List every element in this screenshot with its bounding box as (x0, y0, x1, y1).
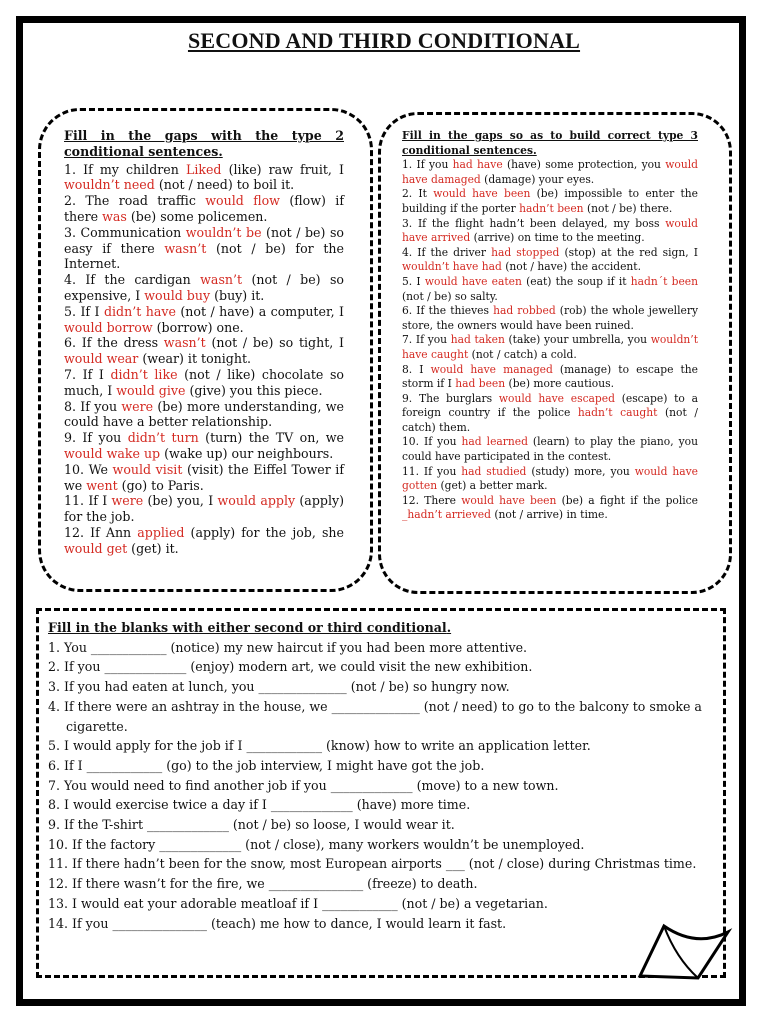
exercise-item (64, 225, 344, 272)
question-text: 4. If the cardigan (64, 272, 201, 288)
question-text: 8. I (402, 362, 431, 376)
question-text: (rob) the whole jewellery store, the owners would have been ruined. (402, 304, 698, 332)
exercise-item (402, 363, 698, 392)
answer-text: would have managed (430, 362, 553, 376)
question-text: (arrive) on time to the meeting. (470, 231, 645, 245)
question-text: 11. If you (402, 464, 462, 478)
question-text: (damage) your eyes. (480, 172, 595, 186)
answer-text: were (121, 398, 154, 414)
exercise-item: 8. I would exercise twice a day if I _____________ (have) more time. (48, 797, 471, 813)
answer-text: would have damaged (402, 158, 698, 186)
exercise-item: 14. If you _______________ (teach) me how to dance, I would learn it fast. (48, 915, 507, 931)
question-text: 12. If Ann (64, 524, 138, 540)
answer-text: hadn´t been (630, 274, 699, 288)
exercise-item (64, 525, 344, 557)
answer-text: Liked (185, 161, 222, 177)
answer-text: went (86, 477, 118, 493)
question-text: (not / be) there. (583, 201, 673, 215)
answer-text: wasn’t (163, 335, 206, 351)
exercise-item (402, 494, 698, 523)
question-text: (take) your umbrella, you (504, 333, 651, 347)
exercise-item (402, 275, 698, 304)
answer-text: would have gotten (402, 464, 698, 493)
answer-text: would wear (64, 351, 139, 367)
question-text: 5. If I (64, 303, 104, 319)
question-text: (have) some protection, you (502, 158, 666, 172)
question-text: (not / be) so easy if there (64, 224, 344, 256)
question-text: (not / catch) a cold. (468, 347, 577, 361)
question-text: 4. If the driver (402, 245, 492, 259)
question-text: (visit) the Eiffel Tower if we (64, 461, 344, 493)
question-text: 3. Communication (64, 224, 186, 240)
question-text: 8. If you (64, 398, 122, 414)
question-text: 6. If the thieves (402, 304, 494, 318)
answer-text: would have eaten (424, 274, 522, 288)
exercise-item (64, 430, 344, 462)
answer-text: hadn’t caught (577, 406, 658, 420)
answer-text: were (111, 493, 144, 509)
page-curl-icon (636, 918, 736, 988)
type2-exercise: Fill in the gaps with the type 2 conditional sentences. 1. If my children Liked (like) raw fruit, I wouldn’t need (not / need) to boil it. 2. The road traffic would flow (flow) if there was (be) some policemen. 3. Communication wouldn’t be (not / be) so easy if there wasn’t (not / be) for the Internet. 4. If the cardigan wasn’t (not / be) so expensive, I would buy (buy) it. 5. If I didn’t have (not / have) a computer, I would borrow (borrow) one. 6. If the dress wasn’t (not / be) so tight, I would wear (wear) it tonight. 7. If I didn’t like (not / like) chocolate so much, I would give (give) you this piece. 8. If you were (be) more understanding, we could have a better relationship. 9. If you didn’t turn (turn) the TV on, we would wake up (wake up) our neighbours. 10. We would visit (visit) the Eiffel Tower if we went (go) to Paris. 11. If I were (be) you, I would apply (apply) for the job. 12. If Ann applied (apply) for the job, she would get (get) it. (64, 128, 345, 556)
answer-text: would have arrived (402, 216, 698, 245)
answer-text: had stopped (491, 245, 560, 259)
answer-text: had been (455, 377, 506, 391)
question-text: (apply) for the job, she (184, 524, 344, 540)
question-text: (eat) the soup if it (521, 274, 631, 288)
question-text: (get) it. (127, 540, 179, 556)
type3-heading: Fill in the gaps so as to build correct type 3 conditional sentences (402, 129, 698, 157)
question-text: 7. If you (402, 333, 451, 347)
answer-text: applied (137, 524, 185, 540)
question-text: (flow) if there (64, 193, 344, 224)
exercise-item (402, 333, 698, 362)
exercise-item (64, 304, 344, 336)
answer-text: would apply (217, 493, 296, 509)
question-text: 10. If you (402, 435, 462, 449)
exercise-item (402, 304, 698, 333)
question-text: (be) some policemen. (126, 208, 268, 224)
question-text: (wear) it tonight. (138, 351, 252, 367)
question-text: (not / be) so expensive, I (64, 272, 344, 303)
mixed-heading: Fill in the blanks with either second or third conditional (48, 620, 447, 635)
exercise-item: 1. You ____________ (notice) my new haircut if you had been more attentive. (48, 639, 528, 655)
question-text: 2. The road traffic (64, 193, 206, 209)
exercise-item (402, 217, 698, 246)
question-text: (give) you this piece. (185, 382, 323, 398)
exercise-item (64, 367, 344, 399)
answer-text: would have been (461, 493, 557, 507)
answer-text: would borrow (64, 319, 153, 335)
answer-text: would flow (205, 193, 280, 209)
question-text: (not / arrive) in time. (490, 508, 608, 522)
answer-text: had taken (450, 333, 505, 347)
answer-text: had studied (461, 464, 527, 478)
answer-text: wouldn’t be (185, 224, 262, 240)
type2-list (64, 162, 344, 557)
question-text: (not / have) the accident. (501, 260, 641, 274)
answer-text: would get (64, 540, 128, 556)
answer-text: wasn’t (164, 240, 207, 256)
answer-text: hadn’t been (519, 201, 584, 215)
question-text: (buy) it. (210, 287, 265, 303)
answer-text: wasn’t (200, 272, 243, 288)
exercise-item: 2. If you _____________ (enjoy) modern art, we could visit the new exhibition. (48, 659, 533, 675)
question-text: (learn) to play the piano, you could have participated in the contest. (402, 435, 698, 464)
question-text: (go) to Paris. (117, 477, 204, 493)
question-text: (get) a better mark. (437, 479, 548, 493)
answer-text: didn’t turn (127, 430, 199, 446)
answer-text: would visit (112, 461, 183, 477)
answer-text: didn’t like (110, 366, 178, 382)
question-text: 9. If you (64, 430, 128, 446)
exercise-item (64, 399, 344, 431)
question-text: 6. If the dress (64, 335, 164, 351)
exercise-item: 11. If there hadn’t been for the snow, most European airports ___ (not / close) during Christmas time. (48, 856, 697, 872)
question-text: 2. It (402, 187, 434, 201)
exercise-item (402, 246, 698, 275)
question-text: (be) more cautious. (505, 377, 614, 391)
question-text: 12. There (402, 493, 462, 507)
mixed-exercise: Fill in the blanks with either second or third conditional. 1. You ____________ (notice) my new haircut if you had been more attentive. 2. If you _____________ (enjoy) modern art, we could visit the new exhibition. 3. If you had eaten at lunch, you ______________ (not / be) so hungry now. 4. If there were an ashtray in the house, we ______________ (not / need) to go to the balcony to smoke a cigarette. 5. I would apply for the job if I ____________ (know) how to write an application letter. 6. If I ____________ (go) to the job interview, I might have got the job. 7. You would need to find another job if you _____________ (move) to a new town. 8. I would exercise twice a day if I _____________ (have) more time. 9. If the T-shirt _____________ (not / be) so loose, I would wear it. 10. If the factory _____________ (not / close), many workers wouldn’t be unemployed. 11. If there hadn’t been for the snow, most European airports ___ (not / close) during Christmas time. 12. If there wasn’t for the fire, we _______________ (freeze) to death. 13. I would eat your adorable meatloaf if I ____________ (not / be) a vegetarian. 14. If you _______________ (teach) me how to dance, I would learn it fast. (48, 618, 714, 933)
question-text: 1. If my children (64, 161, 186, 177)
answer-text: had learned (461, 435, 528, 449)
mixed-list (48, 638, 714, 934)
question-text: 1. If you (402, 158, 453, 172)
exercise-item: 9. If the T-shirt _____________ (not / be) so loose, I would wear it. (48, 817, 455, 833)
exercise-item (402, 392, 698, 436)
exercise-item: 4. If there were an ashtray in the house, we ______________ (not / need) to go to the balcony to smoke a (48, 698, 702, 714)
exercise-item (64, 162, 344, 194)
question-text: (be) impossible to enter the building if the porter (402, 187, 699, 215)
question-text: 9. The burglars (402, 391, 499, 405)
exercise-item: 10. If the factory _____________ (not / close), many workers wouldn’t be unemployed. (48, 836, 585, 852)
question-text: (not / be) so salty. (402, 289, 498, 303)
exercise-item: cigarette. (66, 718, 128, 734)
question-text: 7. If I (64, 366, 111, 382)
question-text: (study) more, you (526, 464, 635, 478)
answer-text: _hadn’t arrieved (402, 508, 491, 522)
question-text: (like) raw fruit, I (221, 161, 344, 177)
exercise-item (64, 462, 344, 494)
answer-text: wouldn’t have caught (402, 333, 698, 361)
question-text: (wake up) our neighbours. (160, 445, 334, 461)
question-text: 10. We (64, 461, 113, 477)
type2-heading: Fill in the gaps with the type 2 conditional sentences (64, 128, 344, 159)
question-text: (not / have) a computer, I (175, 303, 344, 319)
exercise-item (64, 335, 344, 367)
answer-text: was (102, 208, 127, 224)
question-text: (apply) for the job. (64, 493, 344, 525)
answer-text: wouldn’t need (64, 177, 155, 193)
type3-exercise: Fill in the gaps so as to build correct type 3 conditional sentences. 1. If you had have (have) some protection, you would have damaged (damage) your eyes. 2. It would have been (be) impossible to enter the building if the porter hadn’t been (not / be) there. 3. If the flight hadn’t been delayed, my boss would have arrived (arrive) on time to the meeting. 4. If the driver had stopped (stop) at the red sign, I wouldn’t have had (not / have) the accident. 5. I would have eaten (eat) the soup if it hadn´t been (not / be) so salty. 6. If the thieves had robbed (rob) the whole jewellery store, the owners would have been ruined. 7. If you had taken (take) your umbrella, you wouldn’t have caught (not / catch) a cold. 8. I would have managed (manage) to escape the storm if I had been (be) more cautious. 9. The burglars would have escaped (escape) to a foreign country if the police hadn’t caught (not / catch) them. 10. If you had learned (learn) to play the piano, you could have participated in the contest. 11. If you had studied (study) more, you would have gotten (get) a better mark. 12. There would have been (be) a fight if the police _hadn’t arrieved (not / arrive) in time. (402, 129, 699, 522)
question-text: (turn) the TV on, we (198, 430, 344, 446)
exercise-item: 13. I would eat your adorable meatloaf if I ____________ (not / be) a vegetarian. (48, 895, 548, 911)
question-text: 11. If I (64, 493, 112, 509)
exercise-item: 7. You would need to find another job if you _____________ (move) to a new town. (48, 777, 559, 793)
exercise-item (402, 158, 698, 187)
exercise-item: 12. If there wasn’t for the fire, we _______________ (freeze) to death. (48, 876, 478, 892)
answer-text: would have escaped (498, 391, 615, 405)
question-text: 3. If the flight hadn’t been delayed, my boss (402, 216, 666, 230)
answer-text: wouldn’t have had (402, 260, 502, 274)
page-title: SECOND AND THIRD CONDITIONAL (187, 28, 581, 53)
exercise-item (64, 272, 344, 304)
question-text: (not / need) to boil it. (154, 177, 295, 193)
type3-list (402, 158, 698, 523)
exercise-item (402, 187, 698, 216)
answer-text: would buy (144, 287, 211, 303)
question-text: (escape) to a foreign country if the police (402, 391, 698, 420)
answer-text: had robbed (493, 304, 556, 318)
answer-text: would have been (433, 187, 531, 201)
question-text: 5. I (402, 274, 425, 288)
question-text: (not / be) so tight, I (205, 335, 345, 351)
question-text: (manage) to escape the storm if I (402, 362, 698, 391)
question-text: (be) a fight if the police (556, 493, 698, 507)
question-text: (not / like) chocolate so much, I (64, 366, 344, 398)
exercise-item (402, 465, 698, 494)
answer-text: didn’t have (103, 303, 176, 319)
answer-text: had have (452, 158, 503, 172)
question-text: (stop) at the red sign, I (559, 245, 698, 259)
question-text: (be) more understanding, we could have a better relationship. (64, 398, 344, 430)
exercise-item: 3. If you had eaten at lunch, you ______________ (not / be) so hungry now. (48, 679, 510, 695)
exercise-item (64, 193, 344, 225)
answer-text: would give (116, 382, 186, 398)
exercise-item (402, 435, 698, 464)
question-text: (borrow) one. (152, 319, 244, 335)
answer-text: would wake up (64, 445, 161, 461)
question-text: (be) you, I (143, 493, 218, 509)
exercise-item: 5. I would apply for the job if I ____________ (know) how to write an application letter. (48, 738, 591, 754)
question-text: (not / catch) them. (402, 406, 698, 434)
exercise-item: 6. If I ____________ (go) to the job interview, I might have got the job. (48, 757, 485, 773)
question-text: (not / be) for the Internet. (64, 240, 344, 272)
exercise-item (64, 493, 344, 525)
